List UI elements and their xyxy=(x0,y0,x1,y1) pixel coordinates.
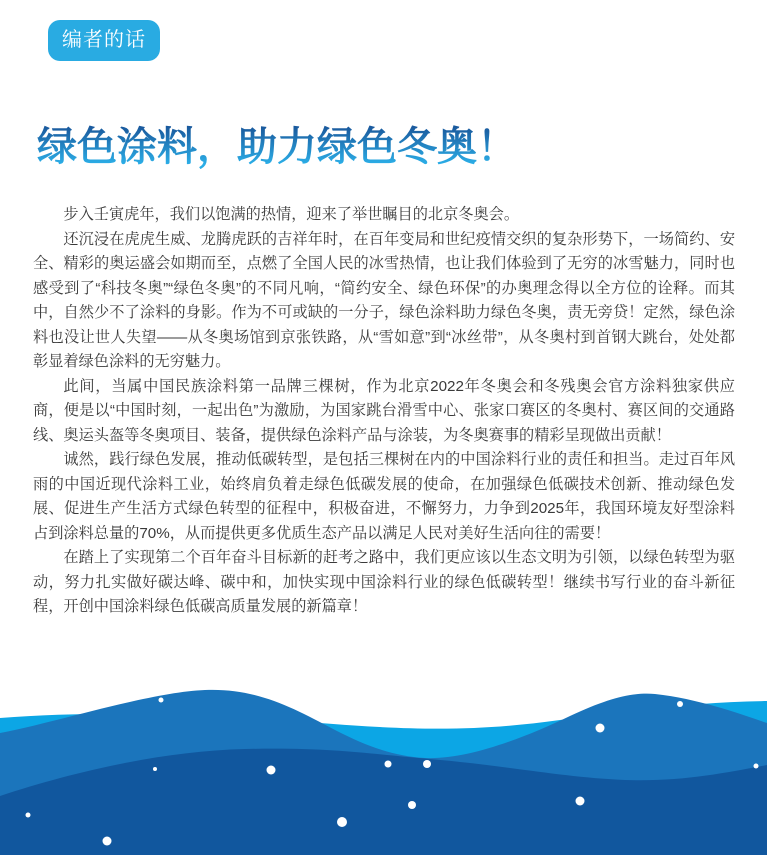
snow-dot xyxy=(423,760,431,768)
snow-dot xyxy=(159,698,164,703)
snow-waves-decoration xyxy=(0,660,767,855)
snow-dot xyxy=(677,701,683,707)
snow-dot xyxy=(337,817,347,827)
snow-dot xyxy=(345,714,353,722)
snow-dot xyxy=(26,813,31,818)
editor-note-badge xyxy=(48,20,160,61)
snow-dot xyxy=(576,797,585,806)
snow-dot xyxy=(153,767,157,771)
snow-dot xyxy=(408,801,416,809)
snow-dot xyxy=(385,761,392,768)
paragraph: 还沉浸在虎虎生威、龙腾虎跃的吉祥年时，在百年变局和世纪疫情交织的复杂形势下，一场简约、安全、精彩的奥运盛会如期而至，点燃了全国人民的冰雪热情，也让我们体验到了无穷的冰雪魅力，同时也感受到了“科技冬奥”“绿色冬奥”的不同凡响，“简约安全、绿色环保”的办奥理念得以全方位的诠释。而其中，自然少不了涂料的身影。作为不可或缺的一分子，绿色涂料助力绿色冬奥，责无旁贷！定然，绿色涂料也没让世人失望——从冬奥场馆到京张铁路，从“雪如意”到“冰丝带”，从冬奥村到首钢大跳台，处处都彰显着绿色涂料的无穷魅力。 xyxy=(33,230,735,370)
snow-dot xyxy=(103,837,112,846)
snow-dot xyxy=(596,724,605,733)
badge-label: 编者的话 xyxy=(62,29,146,51)
snow-dot xyxy=(267,766,276,775)
snow-dot xyxy=(754,764,759,769)
paragraph: 步入壬寅虎年，我们以饱满的热情，迎来了举世瞩目的北京冬奥会。 xyxy=(63,206,520,223)
paragraph: 此间，当属中国民族涂料第一品牌三棵树，作为北京2022年冬奥会和冬残奥会官方涂料独家供应商，便是以“中国时刻，一起出色”为激励，为国家跳台滑雪中心、张家口赛区的冬奥村、赛区间的交通路线、奥运头盔等冬奥项目、装备，提供绿色涂料产品与涂装，为冬奥赛事的精彩呈现做出贡献！ xyxy=(33,377,735,444)
page-title: 绿色涂料，助力绿色冬奥！ xyxy=(37,123,517,170)
paragraph: 诚然，践行绿色发展，推动低碳转型，是包括三棵树在内的中国涂料行业的责任和担当。走过百年风雨的中国近现代涂料工业，始终肩负着走绿色低碳发展的使命，在加强绿色低碳技术创新、推动绿色发展、促进生产生活方式绿色转型的征程中，积极奋进，不懈努力，力争到2025年，我国环境友好型涂料占到涂料总量的70%，从而提供更多优质生态产品以满足人民对美好生活向往的需要！ xyxy=(33,451,735,542)
article-body xyxy=(33,203,735,620)
paragraph: 在踏上了实现第二个百年奋斗目标新的赶考之路中，我们更应该以生态文明为引领，以绿色转型为驱动，努力扎实做好碳达峰、碳中和，加快实现中国涂料行业的绿色低碳转型！继续书写行业的奋斗新征程，开创中国涂料绿色低碳高质量发展的新篇章！ xyxy=(33,549,735,615)
